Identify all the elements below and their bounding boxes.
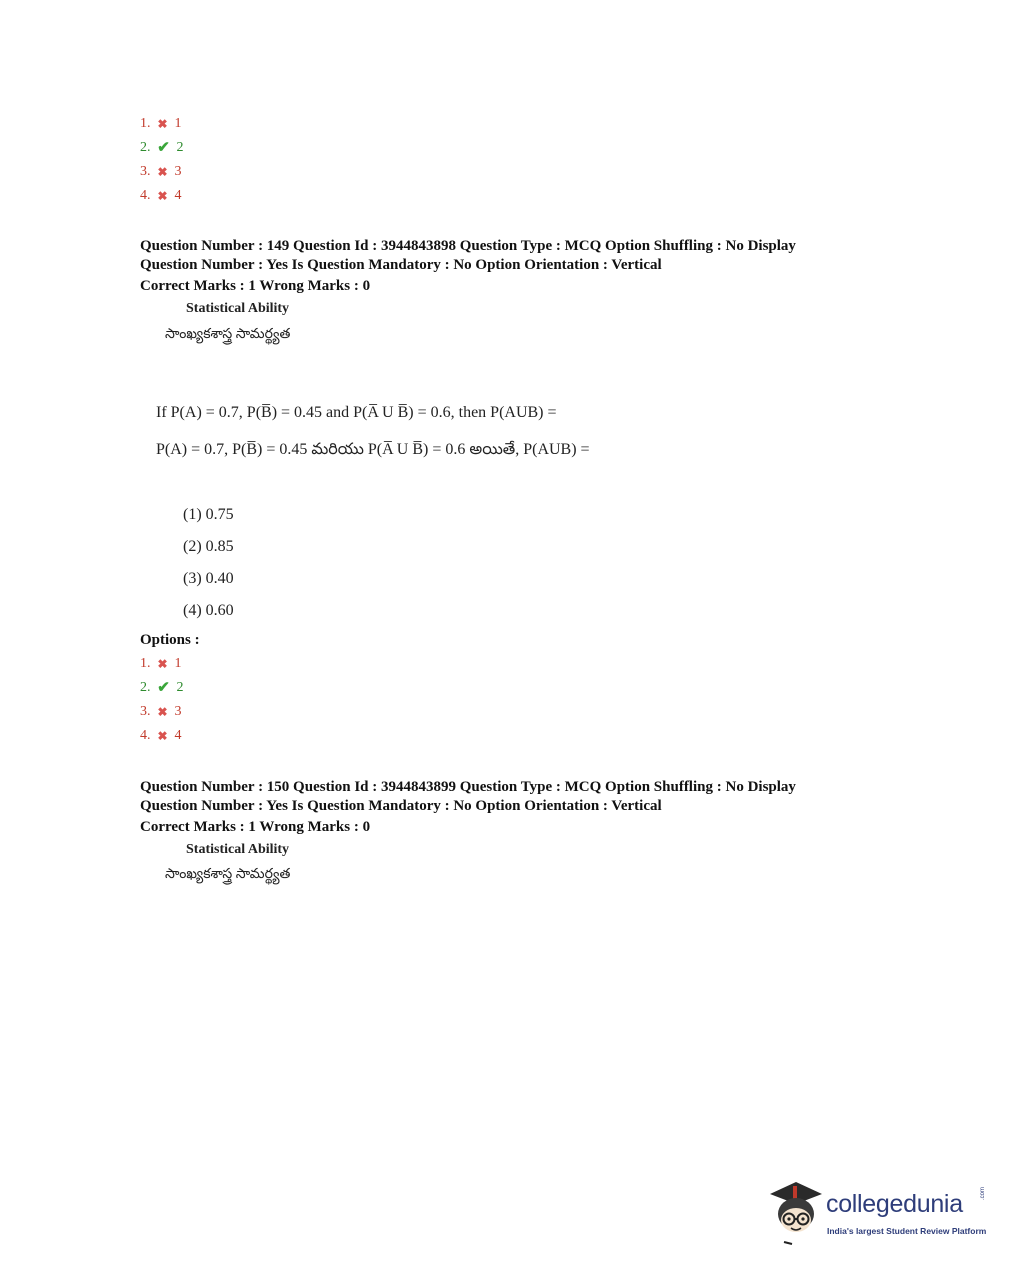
option-number: 3.	[140, 164, 151, 179]
wrong-mark-icon: ✖	[157, 165, 168, 179]
prev-options-list	[140, 112, 184, 208]
mascot-icon	[766, 1178, 826, 1248]
option-row	[140, 112, 184, 136]
wrong-mark-icon: ✖	[157, 657, 168, 671]
q149-question-telugu: P(A) = 0.7, P(B̅) = 0.45 మరియు P(A̅ U B̅) = 0.6 అయితే, P(AUB) =	[156, 441, 590, 458]
option-number: 2.	[140, 680, 151, 695]
choice-item: (2) 0.85	[183, 538, 234, 555]
q150-meta-line1: Question Number : 150 Question Id : 3944843899 Question Type : MCQ Option Shuffling : No Display	[140, 779, 796, 795]
correct-mark-icon: ✔	[157, 140, 170, 156]
option-row	[140, 652, 184, 676]
choice-item: (4) 0.60	[183, 602, 234, 619]
q150-section-telugu: సాంఖ్యకశాస్త్ర సామర్థ్యత	[165, 867, 291, 882]
q150-meta-line2: Question Number : Yes Is Question Mandatory : No Option Orientation : Vertical	[140, 798, 662, 814]
option-row	[140, 700, 184, 724]
option-value: 4	[174, 728, 182, 743]
q149-section-title: Statistical Ability	[186, 301, 290, 316]
wrong-mark-icon: ✖	[157, 117, 168, 131]
option-value: 2	[176, 140, 184, 155]
option-number: 3.	[140, 704, 151, 719]
q149-section-telugu: సాంఖ్యకశాస్త్ర సామర్థ్యత	[165, 327, 291, 342]
option-row	[140, 676, 184, 700]
option-value: 2	[176, 680, 184, 695]
q149-options-list	[140, 652, 184, 748]
logo-tagline: India's largest Student Review Platform	[827, 1226, 987, 1236]
option-row	[140, 184, 184, 208]
wrong-mark-icon: ✖	[157, 705, 168, 719]
option-value: 3	[174, 704, 182, 719]
q149-marks: Correct Marks : 1 Wrong Marks : 0	[140, 278, 371, 294]
logo-suffix: .com	[980, 1186, 986, 1200]
q149-meta-line1: Question Number : 149 Question Id : 3944843898 Question Type : MCQ Option Shuffling : No Display	[140, 238, 796, 254]
q149-question-english: If P(A) = 0.7, P(B̅) = 0.45 and P(A̅ U B̅) = 0.6, then P(AUB) =	[156, 404, 557, 421]
collegedunia-logo[interactable]	[766, 1178, 996, 1248]
option-row	[140, 724, 184, 748]
option-value: 1	[174, 116, 182, 131]
option-number: 1.	[140, 656, 151, 671]
q150-marks: Correct Marks : 1 Wrong Marks : 0	[140, 819, 371, 835]
q149-options-label: Options :	[140, 632, 200, 648]
option-row	[140, 136, 184, 160]
wrong-mark-icon: ✖	[157, 189, 168, 203]
logo-wordmark: collegedunia	[826, 1190, 963, 1218]
option-value: 3	[174, 164, 182, 179]
option-number: 1.	[140, 116, 151, 131]
correct-mark-icon: ✔	[157, 680, 170, 696]
option-value: 1	[174, 656, 182, 671]
option-row	[140, 160, 184, 184]
option-number: 4.	[140, 188, 151, 203]
q150-section-title: Statistical Ability	[186, 842, 290, 857]
q149-choices	[183, 499, 234, 627]
wrong-mark-icon: ✖	[157, 729, 168, 743]
choice-item: (1) 0.75	[183, 506, 234, 523]
q149-meta-line2: Question Number : Yes Is Question Mandatory : No Option Orientation : Vertical	[140, 257, 662, 273]
option-number: 2.	[140, 140, 151, 155]
option-value: 4	[174, 188, 182, 203]
choice-item: (3) 0.40	[183, 570, 234, 587]
option-number: 4.	[140, 728, 151, 743]
